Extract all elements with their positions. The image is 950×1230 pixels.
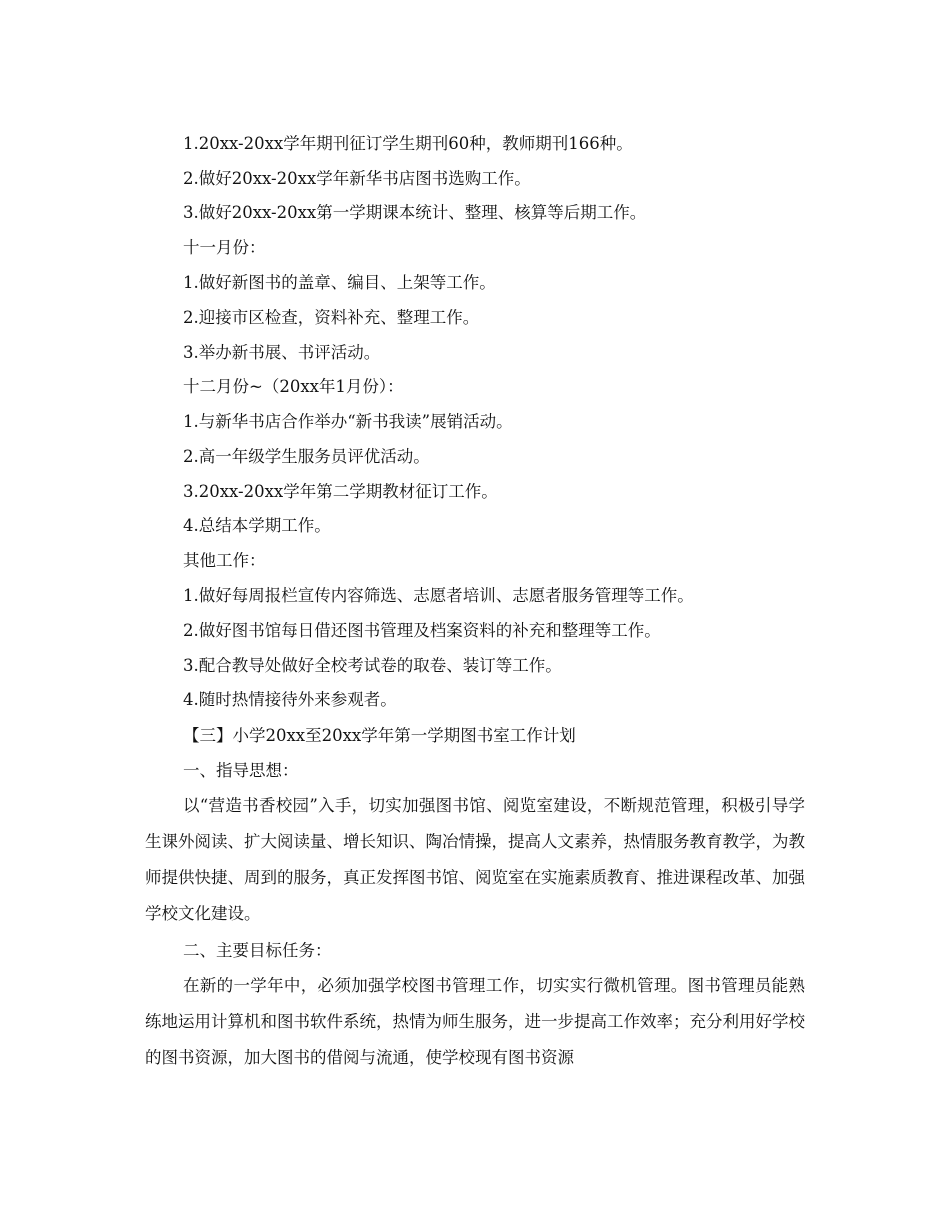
december-item-2: 2.高一年级学生服务员评优活动。 [183,447,430,466]
december-item-4: 4.总结本学期工作。 [183,516,331,535]
other-heading: 其他工作： [183,551,266,570]
goal-paragraph: 在新的一学年中，必须加强学校图书管理工作，切实实行微机管理。图书管理员能熟练地运用计算机和图书软件系统，热情为师生服务，进一步提高工作效率；充分利用好学校的图书资源，加大图书的借阅与流通，使学校现有图书资源 [145,976,805,1067]
december-heading: 十二月份~（20xx年1月份）： [183,377,404,396]
goal-heading: 二、主要目标任务： [183,941,332,960]
october-item-1: 1.20xx-20xx学年期刊征订学生期刊60种，教师期刊166种。 [183,134,633,153]
november-item-2: 2.迎接市区检查，资料补充、整理工作。 [183,308,480,327]
october-item-2: 2.做好20xx-20xx学年新华书店图书选购工作。 [183,169,531,188]
october-item-3: 3.做好20xx-20xx第一学期课本统计、整理、核算等后期工作。 [183,203,647,222]
section3-title: 【三】小学20xx至20xx学年第一学期图书室工作计划 [183,726,576,745]
other-item-4: 4.随时热情接待外来参观者。 [183,690,397,709]
november-heading: 十一月份： [183,238,266,257]
november-item-1: 1.做好新图书的盖章、编目、上架等工作。 [183,273,496,292]
other-item-3: 3.配合教导处做好全校考试卷的取卷、装订等工作。 [183,656,562,675]
other-item-1: 1.做好每周报栏宣传内容筛选、志愿者培训、志愿者服务管理等工作。 [183,586,694,605]
guide-heading: 一、指导思想： [183,761,299,780]
november-item-3: 3.举办新书展、书评活动。 [183,343,381,362]
december-item-1: 1.与新华书店合作举办“新书我读”展销活动。 [183,412,513,431]
december-item-3: 3.20xx-20xx学年第二学期教材征订工作。 [183,482,498,501]
other-item-2: 2.做好图书馆每日借还图书管理及档案资料的补充和整理等工作。 [183,621,661,640]
guide-paragraph: 以“营造书香校园”入手，切实加强图书馆、阅览室建设，不断规范管理，积极引导学生课外阅读、扩大阅读量、增长知识、陶冶情操，提高人文素养，热情服务教育教学，为教师提供快捷、周到的服务，真正发挥图书馆、阅览室在实施素质教育、推进课程改革、加强学校文化建设。 [145,796,805,923]
